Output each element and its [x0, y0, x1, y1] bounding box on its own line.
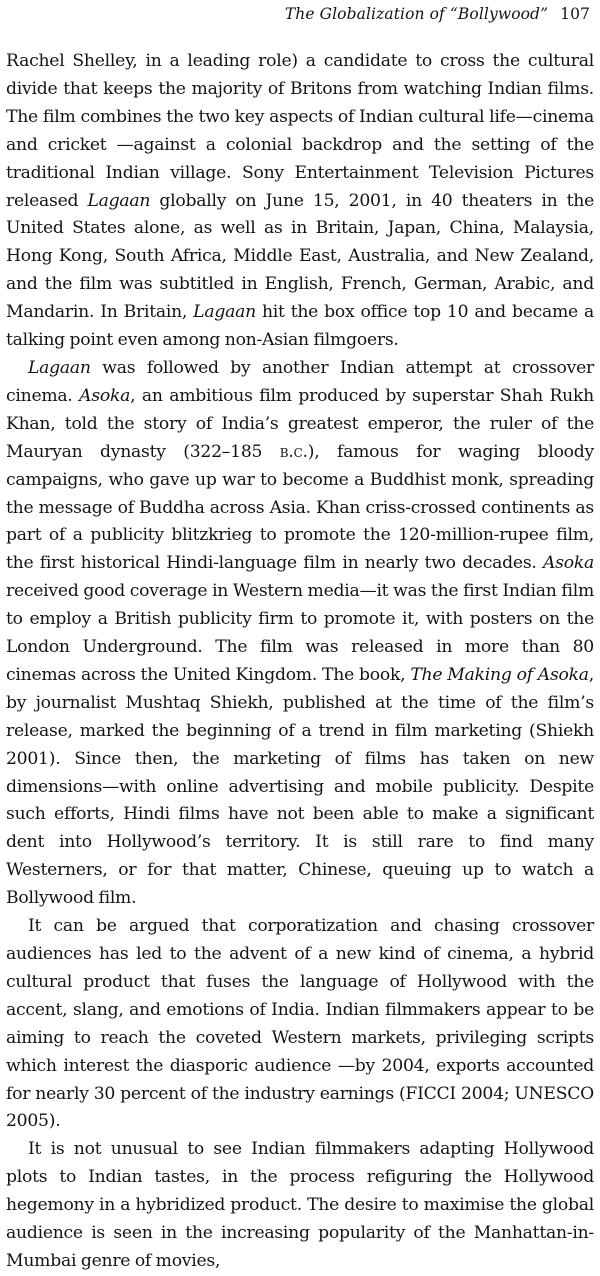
text-run: It is not unusual to see Indian filmmakers adapting Hollywood plots to Indian tastes, in the process refiguring the Hollywood hegemony in a hybridized product. The desire to maximise the global audience is seen in the increasing popularity of the Manhattan-in-Mumbai genre of movies, — [6, 1139, 594, 1271]
text-run: globally on June 15, 2001, in 40 theaters in the United States alone, as well as in Britain, Japan, China, Malaysia, Hong Kong, South Africa, Middle East, Australia, and New Zealand, and the film was subtitled in English, French, German, Arabic, and Mandarin. In Britain, — [6, 190, 594, 323]
text-run: , by journalist Mushtaq Shiekh, published at the time of the film’s release, marked the beginning of a trend in film marketing (Shiekh 2001). Since then, the marketing of films has taken on new dimensions—with online advertising and mobile publicity. Despite such efforts, Hindi films have not been able to make a significant dent into Hollywood’s territory. It is still rare to find many Westerners, or for that matter, Chinese, queuing up to watch a Bollywood film. — [6, 664, 595, 909]
page-number: 107 — [560, 5, 590, 23]
italic-run: Asoka — [79, 385, 131, 406]
small-caps-run: b.c. — [279, 441, 308, 462]
text-run: ), famous for waging bloody campaigns, who gave up war to become a Buddhist monk, spreading the message of Buddha across Asia. Khan criss-crossed continents as part of a publicity blitzkrieg to promote the 120-million-rupee film, the first historical Hindi-language film in nearly two decades. — [6, 441, 594, 574]
text-run: was followed by another Indian attempt at crossover cinema. — [6, 357, 594, 406]
paragraph-1 — [6, 48, 594, 355]
text-run: Rachel Shelley, in a leading role) a candidate to cross the cultural divide that keeps the majority of Britons from watching Indian films. The film combines the two key aspects of Indian cultural life—cinema and cricket —against a colonial backdrop and the setting of the traditional Indian village. Sony Entertainment Television Pictures released — [6, 51, 594, 211]
italic-run: Lagaan — [28, 357, 91, 378]
text-run: hit the box office top 10 and became a talking point even among non-Asian filmgoers. — [6, 302, 594, 351]
italic-run: Lagaan — [87, 190, 151, 211]
body-text — [6, 48, 594, 1276]
paragraph-4 — [6, 1136, 594, 1276]
running-head-title: The Globalization of “Bollywood” — [284, 5, 549, 23]
italic-run: The Making of Asoka — [410, 664, 589, 685]
text-run: received good coverage in Western media—it was the first Indian film to employ a British publicity firm to promote it, with posters on the London Underground. The film was released in more than 80 cinemas across the United Kingdom. The book, — [6, 581, 594, 685]
paragraph-3 — [6, 913, 594, 1136]
paragraph-2 — [6, 355, 594, 913]
italic-run: Lagaan — [193, 302, 256, 323]
text-run: It can be argued that corporatization and chasing crossover audiences has led to the advent of a new kind of cinema, a hybrid cultural product that fuses the language of Hollywood with the accent, slang, and emotions of India. Indian filmmakers appear to be aiming to reach the coveted Western markets, privileging scripts which interest the diasporic audience —by 2004, exports accounted for nearly 30 percent of the industry earnings (FICCI 2004; UNESCO 2005). — [6, 916, 594, 1132]
running-head — [6, 2, 594, 26]
text-run: , an ambitious film produced by superstar Shah Rukh Khan, told the story of India’s greatest emperor, the ruler of the Mauryan dynasty (322–185 — [6, 385, 594, 462]
italic-run: Asoka — [543, 553, 594, 574]
